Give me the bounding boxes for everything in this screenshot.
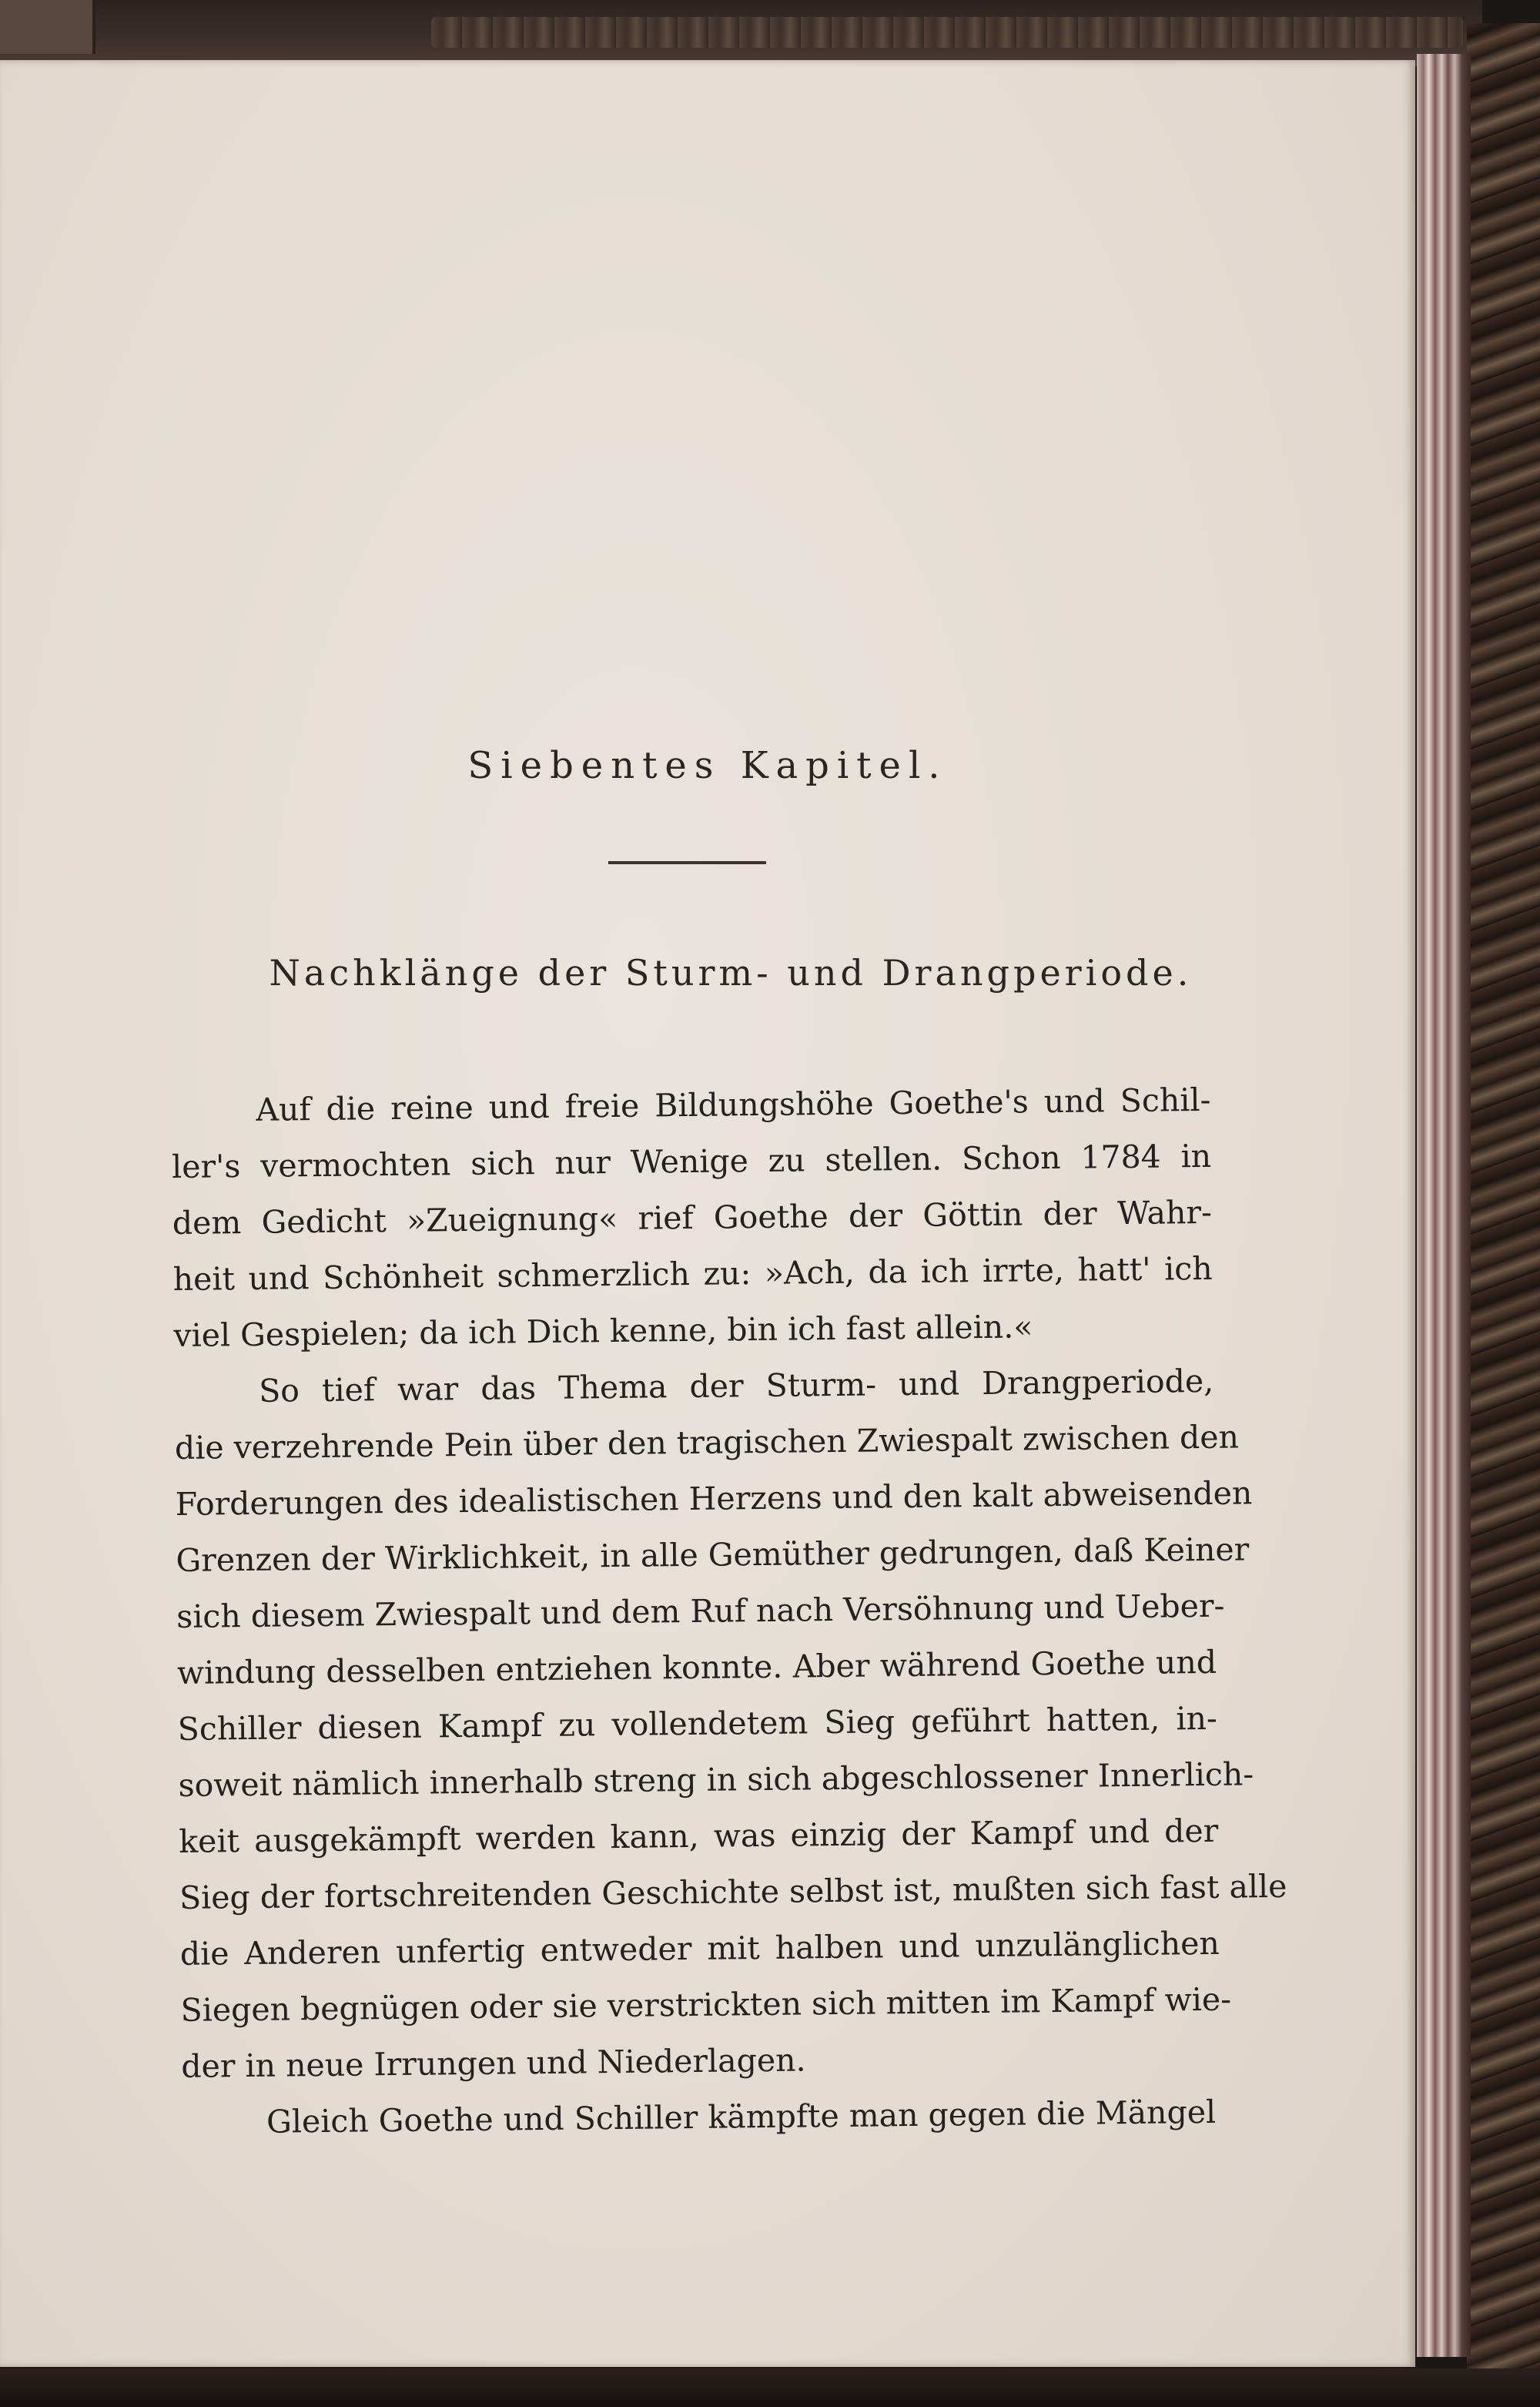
chapter-title: Siebentes Kapitel. [467,744,948,787]
text-line: Sieg der fortschreitenden Geschichte selbst ist, mußten sich fast alle [179,1867,1287,1916]
cover-corner [0,0,95,54]
book-page [0,60,1415,2367]
text-line: Grenzen der Wirklichkeit, in alle Gemüther gedrungen, daß Keiner [176,1530,1250,1579]
text-line: sich diesem Zwiespalt und dem Ruf nach Versöhnung und Ueber- [176,1587,1225,1635]
text-line: heit und Schönheit schmerzlich zu: »Ach, da ich irrte, hatt' ich [172,1249,1213,1298]
text-line: die Anderen unfertig entweder mit halben und unzulänglichen [179,1924,1220,1973]
cover-decoration [431,17,1463,48]
paragraph-3 [182,2084,1222,2151]
book-cover-top [0,0,1482,66]
text-line: dem Gedicht »Zueignung« rief Goethe der Göttin der Wahr- [172,1193,1213,1242]
body-text [171,1072,1287,2151]
text-line: Siegen begnügen oder sie verstrickten sich mitten im Kampf wie- [180,1980,1232,2029]
text-line: keit ausgekämpft werden kann, was einzig der Kampf und der [179,1812,1219,1860]
text-line: viel Gespielen; da ich Dich kenne, bin ich fast allein.« [173,1308,1033,1354]
text-line: soweit nämlich innerhalb streng in sich abgeschlossener Innerlich- [178,1755,1254,1804]
book-cover-edge [1467,23,1540,2372]
text-line: So tief war das Thema der Sturm- und Drangperiode, [258,1362,1214,1410]
text-line: die verzehrende Pein über den tragischen Zwiespalt zwischen den [174,1418,1240,1467]
chapter-subtitle: Nachklänge der Sturm- und Drangperiode. [269,952,1193,994]
text-line: der in neue Irrungen und Niederlagen. [181,2041,806,2085]
text-line: Forderungen des idealistischen Herzens und den kalt abweisenden [175,1474,1253,1523]
text-line: Schiller diesen Kampf zu vollendetem Sieg geführt hatten, in- [177,1699,1217,1748]
text-line: Gleich Goethe und Schiller kämpfte man gegen die Mängel [266,2093,1217,2140]
text-line: ler's vermochten sich nur Wenige zu stellen. Schon 1784 in [171,1137,1212,1185]
paragraph-2 [174,1353,1287,2095]
chapter-divider [608,861,766,864]
book-cover-bottom [0,2368,1540,2407]
page-edges [1417,54,1471,2357]
paragraph-1 [171,1072,1214,1364]
text-line: Auf die reine und freie Bildungshöhe Goethe's und Schil- [256,1081,1211,1128]
text-line: windung desselben entziehen konnte. Aber während Goethe und [176,1643,1217,1691]
